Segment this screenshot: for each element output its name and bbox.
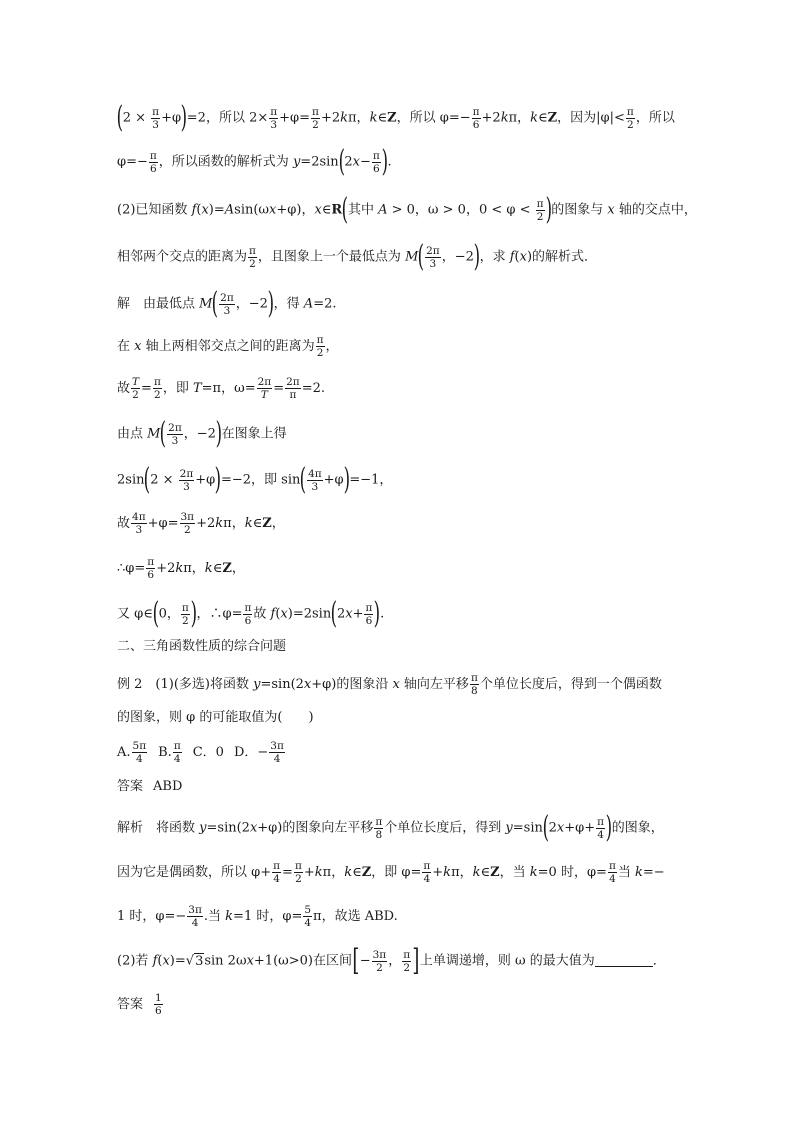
analysis-line-1: 解析 将函数 y=sin(2x+φ)的图象向左平移 $\frac{\pi}{8}$ 个单位长度后，得到 y=sin(2x+φ+ $\frac{\pi}{4}$ )的图象， [117, 810, 664, 845]
answer-blank [595, 952, 653, 967]
analysis-line-3: 1 时，φ=− $\frac{3\pi}{4}$ .当 k=1 时，φ= $\frac{5}{4}$ π，故选 ABD. [117, 904, 398, 929]
line-6: 在 x 轴上两相邻交点之间的距离为 $\frac{\pi}{2}$ ， [117, 334, 339, 359]
example-2-line-2: 的图象，则 φ 的可能取值为( ) [117, 710, 314, 725]
line-4: 相邻两个交点的距离为 $\frac{\pi}{2}$ ，且图象上一个最低点为 M( $\frac{2\pi}{3}$ ，−2)，求 f(x)的解析式． [117, 239, 598, 274]
line-8: 由点 M( $\frac{2\pi}{3}$ ，−2)在图象上得 [117, 416, 287, 451]
options-line [117, 740, 683, 765]
line-3: (2)已知函数 f(x)=Asin(ωx+φ)，x∈R(其中 A > 0，ω > 0，0 < φ < $\frac{\pi}{2}$ )的图象与 x 轴的交点中， [117, 192, 697, 227]
answer-1: 答案 ABD [117, 779, 183, 794]
analysis-line-2: 因为它是偶函数，所以 φ+ $\frac{\pi}{4}$ = $\frac{\pi}{2}$ +kπ，k∈Z，即 φ= $\frac{\pi}{4}$ +kπ，k∈Z，当 k=0 时，φ= $\frac{\pi}{4}$ 当 k=− [117, 860, 665, 885]
section-heading: 二、三角函数性质的综合问题 [117, 639, 287, 654]
line-10: 故 $\frac{4\pi}{3}$ +φ= $\frac{3\pi}{2}$ +2kπ，k∈Z， [117, 511, 285, 536]
option-c: C．0 [192, 745, 224, 760]
answer-2: 答案 $\frac{1}{6}$ [117, 992, 162, 1017]
option-a: A. $\frac{5\pi}{4}$ [117, 740, 147, 765]
line-11: ∴φ= $\frac{\pi}{6}$ +2kπ，k∈Z， [117, 556, 245, 581]
option-b: B. $\frac{\pi}{4}$ [158, 740, 181, 765]
line-12: 又 φ∈(0， $\frac{\pi}{2}$ )，∴φ= $\frac{\pi}{6}$ 故 f(x)=2sin(2x+ $\frac{\pi}{6}$ ). [117, 596, 385, 631]
line-7: 故 $\frac{T}{2}$ = $\frac{\pi}{2}$ ，即 T=π，ω= $\frac{2\pi}{T}$ = $\frac{2\pi}{\pi}$ =2. [117, 376, 325, 401]
option-d: D．− $\frac{3\pi}{4}$ [233, 740, 284, 765]
line-1: (2 × $\frac{\pi}{3}$ +φ)=2，所以 2× $\frac{\pi}{3}$ +φ= $\frac{\pi}{2}$ +2kπ，k∈Z，所以 φ=− $\frac{\pi}{6}$ +2kπ，k∈Z，因为|φ|< $\frac{\pi}{2}$ ，所以 [116, 100, 675, 135]
example-2-line-1: 例 2 (1)(多选)将函数 y=sin(2x+φ)的图象沿 x 轴向左平移 $\frac{\pi}{8}$ 个单位长度后，得到一个偶函数 [117, 672, 662, 697]
question-2-line: (2)若 f(x)=√3sin 2ωx+1(ω>0)在区间[− $\frac{3\pi}{2}$ ， $\frac{\pi}{2}$ ]上单调递增，则 ω 的最大值为 ． [117, 943, 666, 978]
line-5: 解 由最低点 M( $\frac{2\pi}{3}$ ，−2)，得 A=2. [117, 286, 337, 321]
line-9: 2sin(2 × $\frac{2\pi}{3}$ +φ)=−2，即 sin( $\frac{4\pi}{3}$ +φ)=−1， [117, 462, 393, 497]
line-2: φ=− $\frac{\pi}{6}$ ，所以函数的解析式为 y=2sin(2x− $\frac{\pi}{6}$ ). [117, 144, 392, 179]
